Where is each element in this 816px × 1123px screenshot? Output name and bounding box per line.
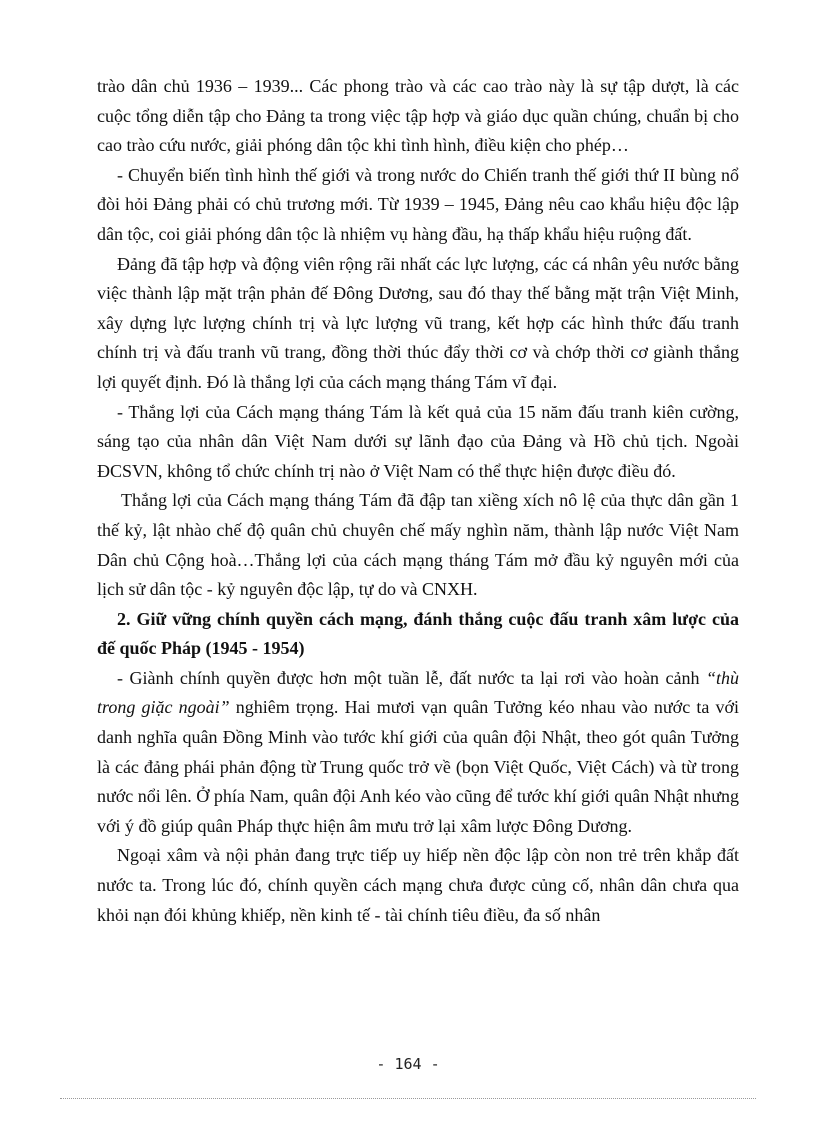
paragraph-7: Ngoại xâm và nội phản đang trực tiếp uy hiếp nền độc lập còn non trẻ trên khắp đất nước ta. Trong lúc đó, chính quyền cách mạng chưa được củng cố, nhân dân chưa qua khỏi nạn đói khủng khiếp, nền kinh tế - tài chính tiêu điều, đa số nhân xyxy=(97,845,739,925)
page-number: - 164 - xyxy=(376,1055,440,1073)
section-heading: 2. Giữ vững chính quyền cách mạng, đánh thắng cuộc đấu tranh xâm lược của đế quốc Pháp (1945 - 1954) xyxy=(97,608,739,659)
quoted-phrase: “thù trong giặc ngoài” xyxy=(97,667,739,718)
paragraph-1: trào dân chủ 1936 – 1939... Các phong trào và các cao trào này là sự tập dượt, là các cuộc tổng diễn tập cho Đảng ta trong việc tập hợp và giáo dục quần chúng, chuẩn bị cho cao trào cứu nước, giải phóng dân tộc khi tình hình, điều kiện cho phép… xyxy=(97,76,739,156)
paragraph-3: Đảng đã tập hợp và động viên rộng rãi nhất các lực lượng, các cá nhân yêu nước bằng việc thành lập mặt trận phản đế Đông Dương, sau đó thay thế bằng mặt trận Việt Minh, xây dựng lực lượng chính trị và lực lượng vũ trang, kết hợp các hình thức đấu tranh chính trị và đấu tranh vũ trang, đồng thời thúc đẩy thời cơ và chớp thời cơ giành thắng lợi quyết định. Đó là thắng lợi của cách mạng tháng Tám vĩ đại. xyxy=(97,253,739,392)
paragraph-6 xyxy=(97,664,739,842)
paragraph-6-end: nghiêm trọng. Hai mươi vạn quân Tưởng kéo nhau vào nước ta với danh nghĩa quân Đồng Minh vào tước khí giới của quân đội Nhật, theo gót quân Tưởng là các đảng phái phản động từ Trung quốc trở về (bọn Việt Quốc, Việt Cách) và từ trong nước nổi lên. Ở phía Nam, quân đội Anh kéo vào cũng để tước khí giới quân Nhật nhưng với ý đồ giúp quân Pháp thực hiện âm mưu trở lại xâm lược Đông Dương. xyxy=(97,697,739,836)
paragraph-5: Thắng lợi của Cách mạng tháng Tám đã đập tan xiềng xích nô lệ của thực dân gần 1 thế kỷ, lật nhào chế độ quân chủ chuyên chế mấy nghìn năm, thành lập nước Việt Nam Dân chủ Cộng hoà…Thắng lợi của cách mạng tháng Tám mở đầu kỷ nguyên mới của lịch sử dân tộc - kỷ nguyên độc lập, tự do và CNXH. xyxy=(97,490,739,600)
paragraph-6-start: - Giành chính quyền được hơn một tuần lễ, đất nước ta lại rơi vào hoàn cảnh xyxy=(117,667,706,688)
page-border-divider xyxy=(60,1098,756,1099)
paragraph-2: - Chuyển biến tình hình thế giới và trong nước do Chiến tranh thế giới thứ II bùng nổ đòi hỏi Đảng phải có chủ trương mới. Từ 1939 – 1945, Đảng nêu cao khẩu hiệu độc lập dân tộc, coi giải phóng dân tộc là nhiệm vụ hàng đầu, hạ thấp khẩu hiệu ruộng đất. xyxy=(97,164,739,244)
paragraph-4: - Thắng lợi của Cách mạng tháng Tám là kết quả của 15 năm đấu tranh kiên cường, sáng tạo của nhân dân Việt Nam dưới sự lãnh đạo của Đảng và Hồ chủ tịch. Ngoài ĐCSVN, không tổ chức chính trị nào ở Việt Nam có thể thực hiện được điều đó. xyxy=(97,401,739,481)
body-text xyxy=(97,72,739,930)
